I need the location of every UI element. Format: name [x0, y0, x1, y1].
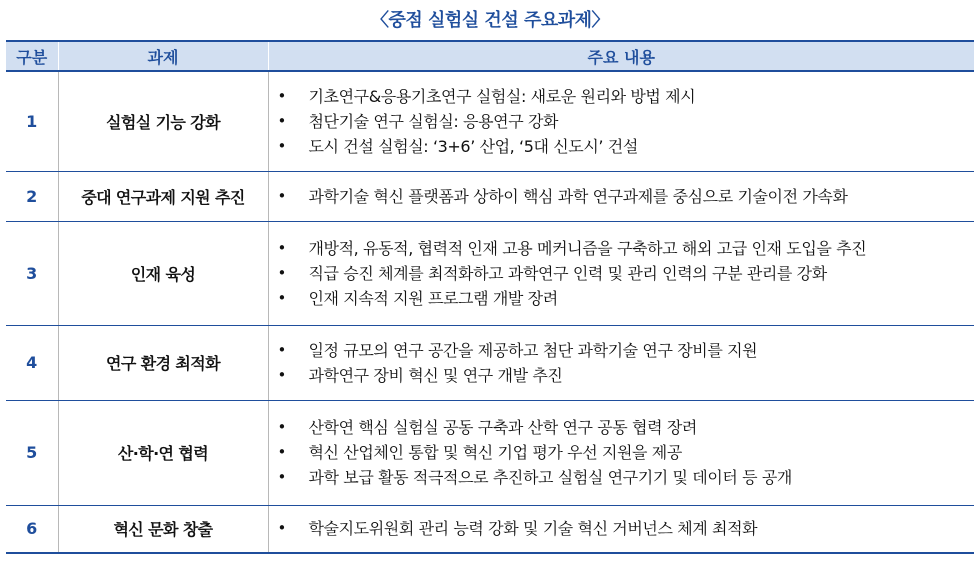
list-item-text: 직급 승진 체계를 최적화하고 과학연구 인력 및 관리 인력의 구분 관리를 강화 — [308, 263, 827, 283]
list-item — [277, 338, 975, 363]
list-item — [277, 236, 975, 261]
list-item-text: 도시 건설 실험실: ‘3+6’ 산업, ‘5대 신도시’ 건설 — [308, 136, 638, 156]
list-item — [277, 440, 975, 465]
bullet-icon: • — [277, 519, 286, 538]
bullet-icon: • — [277, 136, 286, 155]
row-number: 1 — [6, 71, 58, 171]
table-row — [6, 171, 974, 221]
bullet-icon: • — [277, 365, 286, 384]
content-list — [277, 236, 975, 311]
row-content — [268, 505, 974, 553]
table-header-row — [6, 41, 974, 71]
row-task: 혁신 문화 창출 — [58, 505, 268, 553]
list-item-text: 기초연구&응용기초연구 실험실: 새로운 원리와 방법 제시 — [308, 86, 696, 106]
bullet-icon: • — [277, 443, 286, 461]
content-list — [277, 338, 975, 388]
list-item — [277, 516, 975, 541]
row-task: 중대 연구과제 지원 추진 — [58, 171, 268, 221]
table-row — [6, 505, 974, 553]
list-item-text: 학술지도위원회 관리 능력 강화 및 기술 혁신 거버넌스 체계 최적화 — [308, 519, 758, 539]
list-item-text: 일정 규모의 연구 공간을 제공하고 첨단 과학기술 연구 장비를 지원 — [308, 340, 758, 360]
row-task: 실험실 기능 강화 — [58, 71, 268, 171]
list-item-text: 과학 보급 활동 적극적으로 추진하고 실험실 연구기기 및 데이터 등 공개 — [308, 468, 792, 487]
row-number: 5 — [6, 400, 58, 505]
bullet-icon: • — [277, 238, 286, 257]
header-task: 과제 — [58, 41, 268, 71]
header-number: 구분 — [6, 41, 58, 71]
row-content — [268, 325, 974, 400]
content-list — [277, 415, 975, 490]
row-task: 인재 육성 — [58, 221, 268, 325]
list-item — [277, 415, 975, 440]
row-number: 3 — [6, 221, 58, 325]
list-item-text: 첨단기술 연구 실험실: 응용연구 강화 — [308, 111, 559, 131]
key-tasks-table — [6, 40, 974, 554]
bullet-icon: • — [277, 111, 286, 130]
bullet-icon: • — [277, 418, 286, 436]
list-item-text: 산학연 핵심 실험실 공동 구축과 산학 연구 공동 협력 장려 — [308, 418, 697, 437]
row-number: 4 — [6, 325, 58, 400]
list-item — [277, 363, 975, 388]
content-list — [277, 184, 975, 209]
row-task: 연구 환경 최적화 — [58, 325, 268, 400]
bullet-icon: • — [277, 86, 286, 105]
row-content — [268, 400, 974, 505]
list-item-text: 인재 지속적 지원 프로그램 개발 장려 — [308, 288, 558, 308]
row-number: 6 — [6, 505, 58, 553]
table-row — [6, 325, 974, 400]
header-content: 주요 내용 — [268, 41, 974, 71]
list-item — [277, 465, 975, 490]
content-list — [277, 516, 975, 541]
list-item — [277, 109, 975, 134]
content-list — [277, 84, 975, 159]
bullet-icon: • — [277, 288, 286, 307]
list-item-text: 혁신 산업체인 통합 및 혁신 기업 평가 우선 지원을 제공 — [308, 443, 682, 462]
row-task: 산·학·연 협력 — [58, 400, 268, 505]
list-item — [277, 184, 975, 209]
table-row — [6, 71, 974, 171]
table-row — [6, 400, 974, 505]
bullet-icon: • — [277, 186, 286, 205]
list-item-text: 개방적, 유동적, 협력적 인재 고용 메커니즘을 구축하고 해외 고급 인재 도입을 추진 — [308, 238, 867, 258]
list-item — [277, 134, 975, 159]
list-item — [277, 286, 975, 311]
row-number: 2 — [6, 171, 58, 221]
bullet-icon: • — [277, 468, 286, 486]
bullet-icon: • — [277, 340, 286, 359]
table-title: 〈중점 실험실 건설 주요과제〉 — [370, 10, 610, 31]
bullet-icon: • — [277, 263, 286, 282]
list-item — [277, 261, 975, 286]
list-item — [277, 84, 975, 109]
row-content — [268, 171, 974, 221]
table-row — [6, 221, 974, 325]
row-content — [268, 71, 974, 171]
row-content — [268, 221, 974, 325]
list-item-text: 과학연구 장비 혁신 및 연구 개발 추진 — [308, 365, 563, 385]
list-item-text: 과학기술 혁신 플랫폼과 상하이 핵심 과학 연구과제를 중심으로 기술이전 가속화 — [308, 186, 848, 206]
